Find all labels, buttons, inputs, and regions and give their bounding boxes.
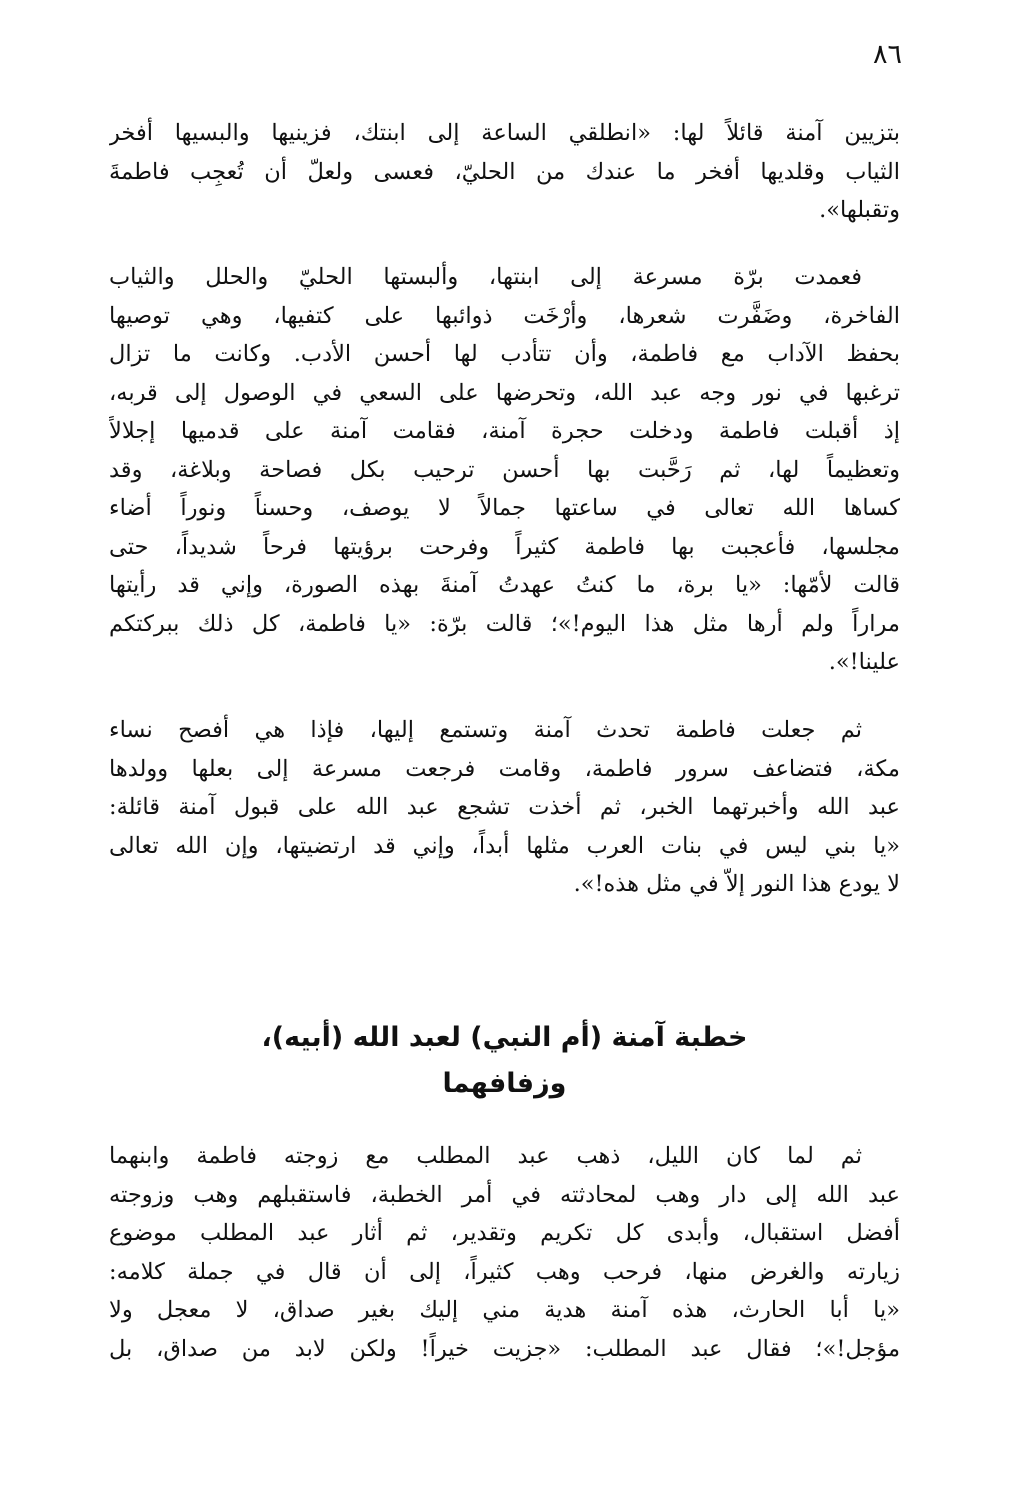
paragraph-4	[109, 1137, 900, 1368]
text-line: مجلسها، فأعجبت بها فاطمة كثيراً وفرحت برؤيتها فرحاً شديداً، حتى	[109, 533, 900, 560]
paragraph-2	[109, 258, 900, 682]
text-line: زيارته والغرض منها، فرحب وهب كثيراً، إلى أن قال في جملة كلامه:	[109, 1258, 900, 1285]
page-number: ٨٦	[872, 39, 902, 70]
text-line: «يا أبا الحارث، هذه آمنة هدية مني إليك بغير صداق، لا معجل ولا	[109, 1297, 900, 1323]
section-heading	[109, 1015, 900, 1107]
text-line: مؤجل!»؛ فقال عبد المطلب: «جزيت خيراً! ولكن لابد من صداق، بل	[109, 1335, 900, 1362]
text-line: قالت لأمّها: «يا برة، ما كنتُ عهدتُ آمنةَ بهذه الصورة، وإني قد رأيتها	[109, 572, 900, 598]
text-line: فعمدت برّة مسرعة إلى ابنتها، وألبستها الحليّ والحلل والثياب	[109, 264, 862, 290]
text-line: ثم جعلت فاطمة تحدث آمنة وتستمع إليها، فإذا هي أفصح نساء	[109, 717, 862, 743]
paragraph-3	[109, 711, 900, 904]
text-line: مراراً ولم أرها مثل هذا اليوم!»؛ قالت برّة: «يا فاطمة، كل ذلك ببركتكم	[109, 610, 900, 637]
text-line: إذ أقبلت فاطمة ودخلت حجرة آمنة، فقامت آمنة على قدميها إجلالاً	[109, 418, 900, 444]
text-line: وتعظيماً لها، ثم رَحَّبت بها أحسن ترحيب بكل فصاحة وبلاغة، وقد	[109, 456, 900, 483]
section-heading-line-2: وزفافهما	[442, 1068, 567, 1099]
text-line: بحفظ الآداب مع فاطمة، وأن تتأدب لها أحسن الأدب. وكانت ما تزال	[109, 341, 900, 367]
text-line: «يا بني ليس في بنات العرب مثلها أبداً، وإني قد ارتضيتها، وإن الله تعالى	[109, 832, 900, 859]
text-line: كساها الله تعالى في ساعتها جمالاً لا يوصف، وحسناً ونوراً أضاء	[109, 495, 900, 521]
text-line: الفاخرة، وضَفَّرت شعرها، وأرْخَت ذوائبها على كتفيها، وهي توصيها	[109, 302, 900, 329]
paragraph-1	[109, 114, 900, 230]
text-line: وتقبلها».	[819, 197, 900, 223]
text-line: علينا!».	[828, 649, 900, 675]
text-line: عبد الله وأخبرتهما الخبر، ثم أخذت تشجع عبد الله على قبول آمنة قائلة:	[109, 794, 900, 820]
text-line: لا يودع هذا النور إلاّ في مثل هذه!».	[573, 871, 900, 897]
section-heading-line-1: خطبة آمنة (أم النبي) لعبد الله (أبيه)،	[261, 1022, 748, 1053]
text-line: ثم لما كان الليل، ذهب عبد المطلب مع زوجته فاطمة وابنهما	[109, 1143, 862, 1169]
text-line: عبد الله إلى دار وهب لمحادثته في أمر الخطبة، فاستقبلهم وهب وزوجته	[109, 1181, 900, 1208]
text-line: ترغبها في نور وجه عبد الله، وتحرضها على السعي في الوصول إلى قربه،	[109, 379, 900, 406]
text-line: أفضل استقبال، وأبدى كل تكريم وتقدير، ثم أثار عبد المطلب موضوع	[109, 1220, 900, 1246]
text-line: الثياب وقلديها أفخر ما عندك من الحليّ، فعسى ولعلّ أن تُعجِب فاطمةَ	[109, 158, 900, 185]
text-line: بتزيين آمنة قائلاً لها: «انطلقي الساعة إلى ابنتك، فزينيها والبسيها أفخر	[109, 120, 900, 146]
text-line: مكة، فتضاعف سرور فاطمة، وقامت فرجعت مسرعة إلى بعلها وولدها	[109, 755, 900, 782]
